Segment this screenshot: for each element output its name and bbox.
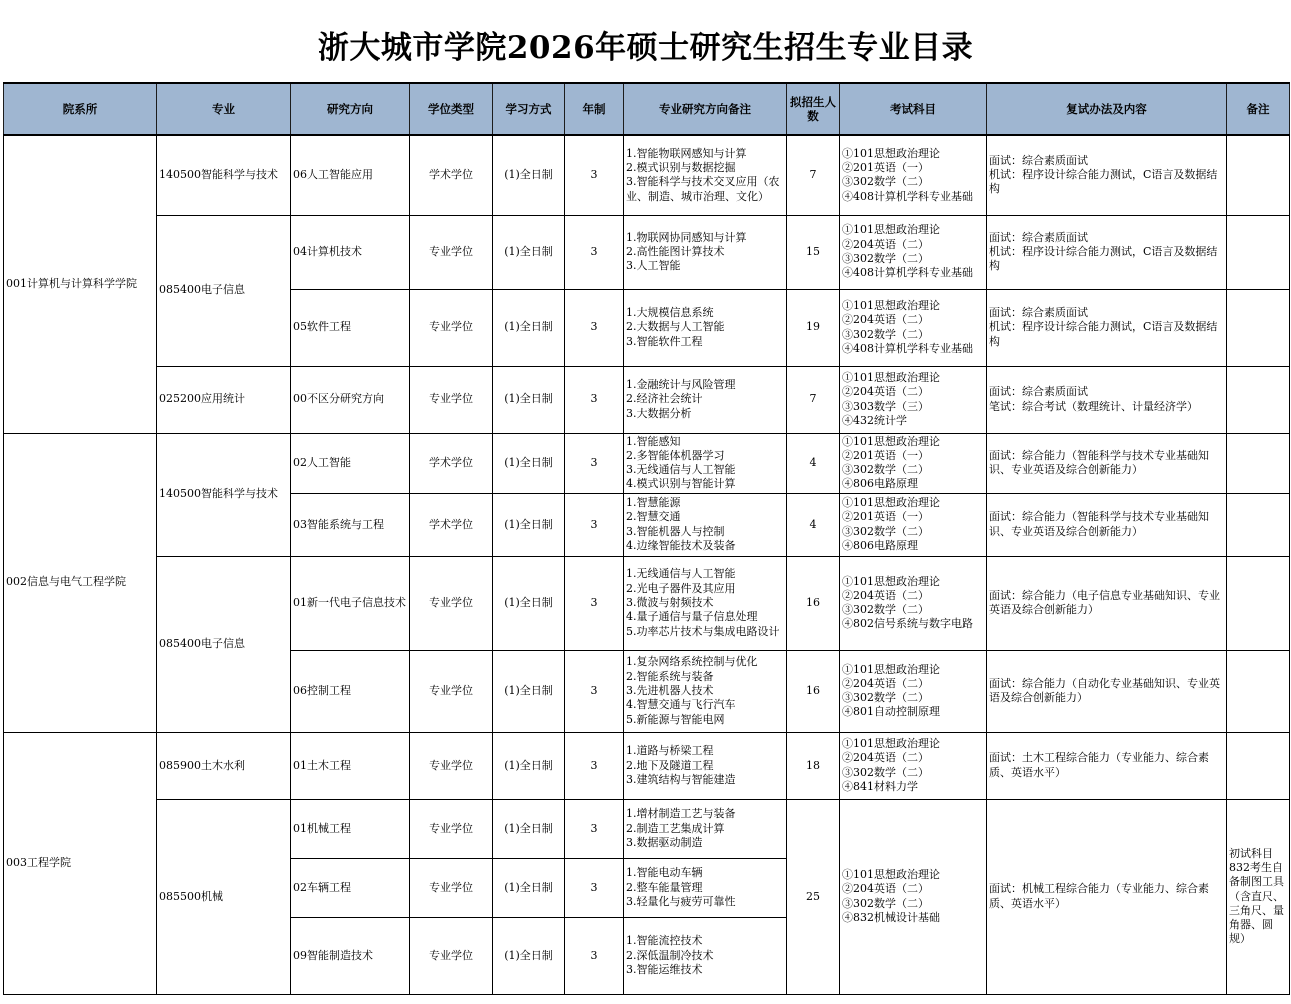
study-mode-cell: (1)全日制: [493, 493, 565, 556]
degree-type-cell: 专业学位: [410, 289, 493, 366]
count-cell: 7: [787, 366, 840, 433]
exams-text: ①101思想政治理论 ②204英语（二） ③302数学（二） ④832机械设计基础: [842, 868, 940, 924]
notes-cell: [624, 917, 787, 994]
years-cell: 3: [565, 135, 624, 215]
notes-text: 1.金融统计与风险管理 2.经济社会统计 3.大数据分析: [626, 378, 736, 420]
years-cell: 3: [565, 917, 624, 994]
header-degree-type: 学位类型: [410, 83, 493, 135]
header-direction-notes: 专业研究方向备注: [624, 83, 787, 135]
table-row: [4, 556, 1290, 650]
degree-type-cell: 专业学位: [410, 215, 493, 289]
count-cell: 7: [787, 135, 840, 215]
degree-type-cell: 学术学位: [410, 135, 493, 215]
notes-cell: [624, 858, 787, 917]
remark-cell: [1227, 799, 1290, 994]
notes-text: 1.复杂网络系统控制与优化 2.智能系统与装备 3.先进机器人技术 4.智慧交通与飞行汽车 5.新能源与智能电网: [626, 655, 758, 726]
header-remarks: 备注: [1227, 83, 1290, 135]
retest-cell: [987, 215, 1227, 289]
retest-text: 面试：综合素质面试 机试：程序设计综合能力测试，C语言及数据结构: [989, 306, 1218, 348]
notes-cell: [624, 650, 787, 732]
retest-text: 面试：综合能力（自动化专业基础知识、专业英语及综合创新能力）: [989, 676, 1220, 705]
retest-text: 面试：土木工程综合能力（专业能力、综合素质、英语水平）: [989, 751, 1209, 779]
exams-cell: [840, 556, 987, 650]
count-cell: 25: [787, 799, 840, 994]
header-college: 院系所: [4, 83, 157, 135]
exams-text: ①101思想政治理论 ②204英语（二） ③302数学（二） ④408计算机学科专业基础: [842, 223, 973, 280]
degree-type-cell: 学术学位: [410, 493, 493, 556]
count-cell: 16: [787, 556, 840, 650]
header-exams: 考试科目: [840, 83, 987, 135]
exams-cell: [840, 135, 987, 215]
college-cell: 001计算机与计算科学学院: [4, 135, 157, 433]
degree-type-cell: 专业学位: [410, 556, 493, 650]
degree-type-cell: 专业学位: [410, 799, 493, 858]
notes-text: 1.无线通信与人工智能 2.光电子器件及其应用 3.微波与射频技术 4.量子通信与量子信息处理 5.功率芯片技术与集成电路设计: [626, 567, 780, 638]
catalog-table: [3, 82, 1290, 995]
notes-cell: [624, 732, 787, 799]
direction-cell: 05软件工程: [291, 289, 410, 366]
major-cell: 085400电子信息: [157, 215, 291, 366]
study-mode-cell: (1)全日制: [493, 215, 565, 289]
exams-cell: [840, 215, 987, 289]
notes-text: 1.物联网协同感知与计算 2.高性能图计算技术 3.人工智能: [626, 230, 747, 273]
notes-cell: [624, 433, 787, 493]
study-mode-cell: (1)全日制: [493, 917, 565, 994]
years-cell: 3: [565, 732, 624, 799]
remark-cell: [1227, 215, 1290, 289]
college-cell: 002信息与电气工程学院: [4, 433, 157, 732]
degree-type-cell: 专业学位: [410, 366, 493, 433]
notes-cell: [624, 556, 787, 650]
retest-text: 面试：综合能力（电子信息专业基础知识、专业英语及综合创新能力）: [989, 588, 1220, 617]
remark-cell: [1227, 366, 1290, 433]
degree-type-cell: 专业学位: [410, 650, 493, 732]
table-row: [4, 366, 1290, 433]
years-cell: 3: [565, 799, 624, 858]
retest-cell: [987, 799, 1227, 994]
notes-text: 1.道路与桥梁工程 2.地下及隧道工程 3.建筑结构与智能建造: [626, 744, 736, 786]
table-row: [4, 732, 1290, 799]
retest-text: 面试：机械工程综合能力（专业能力、综合素质、英语水平）: [989, 882, 1209, 910]
exams-text: ①101思想政治理论 ②204英语（二） ③302数学（二） ④802信号系统与数字电路: [842, 574, 973, 631]
degree-type-cell: 专业学位: [410, 858, 493, 917]
header-major: 专业: [157, 83, 291, 135]
retest-cell: [987, 289, 1227, 366]
exams-cell: [840, 732, 987, 799]
college-cell: 003工程学院: [4, 732, 157, 994]
retest-cell: [987, 366, 1227, 433]
study-mode-cell: (1)全日制: [493, 732, 565, 799]
notes-text: 1.智能物联网感知与计算 2.模式识别与数据挖掘 3.智能科学与技术交叉应用（农业、制造、城市治理、文化）: [626, 146, 780, 203]
study-mode-cell: (1)全日制: [493, 433, 565, 493]
direction-cell: 06人工智能应用: [291, 135, 410, 215]
exams-text: ①101思想政治理论 ②204英语（二） ③303数学（三） ④432统计学: [842, 370, 940, 427]
years-cell: 3: [565, 289, 624, 366]
study-mode-cell: (1)全日制: [493, 556, 565, 650]
table-row: [4, 433, 1290, 493]
remark-cell: [1227, 650, 1290, 732]
notes-text: 1.增材制造工艺与装备 2.制造工艺集成计算 3.数据驱动制造: [626, 807, 736, 849]
years-cell: 3: [565, 858, 624, 917]
exams-cell: [840, 493, 987, 556]
notes-text: 1.智能流控技术 2.深低温制冷技术 3.智能运维技术: [626, 934, 714, 976]
notes-cell: [624, 215, 787, 289]
count-cell: 18: [787, 732, 840, 799]
direction-cell: 01机械工程: [291, 799, 410, 858]
years-cell: 3: [565, 433, 624, 493]
years-cell: 3: [565, 215, 624, 289]
remark-cell: [1227, 135, 1290, 215]
header-row: [4, 83, 1290, 135]
notes-cell: [624, 366, 787, 433]
major-cell: 085400电子信息: [157, 556, 291, 732]
exams-cell: [840, 433, 987, 493]
header-retest: 复试办法及内容: [987, 83, 1227, 135]
study-mode-cell: (1)全日制: [493, 135, 565, 215]
notes-text: 1.智能电动车辆 2.整车能量管理 3.轻量化与疲劳可靠性: [626, 866, 736, 908]
exams-text: ①101思想政治理论 ②204英语（二） ③302数学（二） ④841材料力学: [842, 737, 940, 793]
count-cell: 4: [787, 433, 840, 493]
degree-type-cell: 专业学位: [410, 732, 493, 799]
direction-cell: 02车辆工程: [291, 858, 410, 917]
header-years: 年制: [565, 83, 624, 135]
remark-cell: [1227, 732, 1290, 799]
degree-type-cell: 学术学位: [410, 433, 493, 493]
major-cell: 140500智能科学与技术: [157, 433, 291, 556]
count-cell: 19: [787, 289, 840, 366]
direction-cell: 04计算机技术: [291, 215, 410, 289]
direction-cell: 00不区分研究方向: [291, 366, 410, 433]
count-cell: 16: [787, 650, 840, 732]
direction-cell: 01新一代电子信息技术: [291, 556, 410, 650]
retest-cell: [987, 493, 1227, 556]
retest-text: 面试：综合素质面试 笔试：综合考试（数理统计、计量经济学）: [989, 385, 1198, 413]
major-cell: 025200应用统计: [157, 366, 291, 433]
notes-cell: [624, 289, 787, 366]
retest-cell: [987, 650, 1227, 732]
study-mode-cell: (1)全日制: [493, 799, 565, 858]
remark-cell: [1227, 433, 1290, 493]
degree-type-cell: 专业学位: [410, 917, 493, 994]
header-enrollment: 拟招生人数: [787, 83, 840, 135]
direction-cell: 09智能制造技术: [291, 917, 410, 994]
exams-cell: [840, 799, 987, 994]
study-mode-cell: (1)全日制: [493, 650, 565, 732]
retest-text: 面试：综合能力（智能科学与技术专业基础知识、专业英语及综合创新能力）: [989, 510, 1209, 538]
years-cell: 3: [565, 366, 624, 433]
remark-cell: [1227, 493, 1290, 556]
exams-cell: [840, 650, 987, 732]
remark-cell: [1227, 556, 1290, 650]
exams-cell: [840, 289, 987, 366]
major-cell: 085500机械: [157, 799, 291, 994]
page-title: 浙大城市学院2026年硕士研究生招生专业目录: [317, 30, 974, 66]
count-cell: 4: [787, 493, 840, 556]
direction-cell: 01土木工程: [291, 732, 410, 799]
years-cell: 3: [565, 556, 624, 650]
count-cell: 15: [787, 215, 840, 289]
exams-text: ①101思想政治理论 ②201英语（一） ③302数学（二） ④408计算机学科专业基础: [842, 146, 973, 203]
major-cell: 085900土木水利: [157, 732, 291, 799]
table-row: [4, 135, 1290, 215]
notes-cell: [624, 135, 787, 215]
retest-cell: [987, 135, 1227, 215]
retest-text: 面试：综合能力（智能科学与技术专业基础知识、专业英语及综合创新能力）: [989, 448, 1209, 477]
major-cell: 140500智能科学与技术: [157, 135, 291, 215]
notes-cell: [624, 799, 787, 858]
study-mode-cell: (1)全日制: [493, 858, 565, 917]
header-direction: 研究方向: [291, 83, 410, 135]
study-mode-cell: (1)全日制: [493, 289, 565, 366]
retest-cell: [987, 433, 1227, 493]
exams-text: ①101思想政治理论 ②201英语（一） ③302数学（二） ④806电路原理: [842, 434, 940, 491]
table-row: [4, 799, 1290, 858]
retest-cell: [987, 732, 1227, 799]
study-mode-cell: (1)全日制: [493, 366, 565, 433]
notes-cell: [624, 493, 787, 556]
direction-cell: 06控制工程: [291, 650, 410, 732]
exams-text: ①101思想政治理论 ②204英语（二） ③302数学（二） ④408计算机学科专业基础: [842, 298, 973, 355]
exams-cell: [840, 366, 987, 433]
notes-text: 1.大规模信息系统 2.大数据与人工智能 3.智能软件工程: [626, 306, 725, 348]
remark-cell: [1227, 289, 1290, 366]
exams-text: ①101思想政治理论 ②201英语（一） ③302数学（二） ④806电路原理: [842, 496, 940, 552]
retest-cell: [987, 556, 1227, 650]
remark-text: 初试科目832考生自备制图工具（含直尺、三角尺、量角器、圆规）: [1229, 846, 1284, 946]
years-cell: 3: [565, 493, 624, 556]
notes-text: 1.智慧能源 2.智慧交通 3.智能机器人与控制 4.边缘智能技术及装备: [626, 496, 736, 552]
direction-cell: 03智能系统与工程: [291, 493, 410, 556]
direction-cell: 02人工智能: [291, 433, 410, 493]
exams-text: ①101思想政治理论 ②204英语（二） ③302数学（二） ④801自动控制原理: [842, 662, 940, 719]
header-study-mode: 学习方式: [493, 83, 565, 135]
retest-text: 面试：综合素质面试 机试：程序设计综合能力测试，C语言及数据结构: [989, 153, 1218, 196]
years-cell: 3: [565, 650, 624, 732]
table-row: [4, 215, 1290, 289]
retest-text: 面试：综合素质面试 机试：程序设计综合能力测试，C语言及数据结构: [989, 230, 1218, 273]
notes-text: 1.智能感知 2.多智能体机器学习 3.无线通信与人工智能 4.模式识别与智能计算: [626, 434, 736, 491]
